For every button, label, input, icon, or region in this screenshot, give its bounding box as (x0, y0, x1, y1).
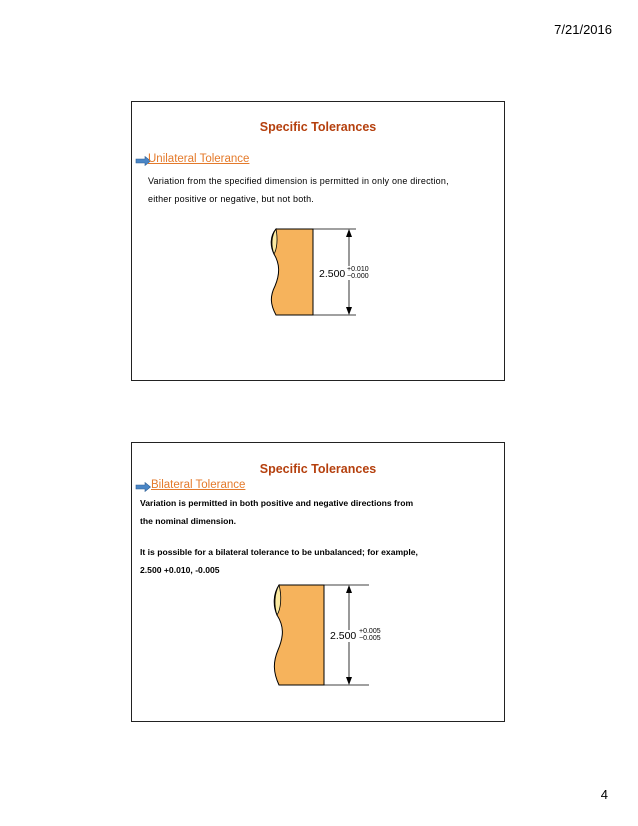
body-line: It is possible for a bilateral tolerance to be unbalanced; for example, (140, 547, 418, 557)
body-line: either positive or negative, but not both. (148, 194, 315, 204)
upper-tolerance: +0.005 (359, 628, 381, 635)
page-date: 7/21/2016 (554, 22, 612, 37)
subhead-unilateral: Unilateral Tolerance (148, 153, 250, 165)
page-number: 4 (600, 787, 608, 802)
subhead-bilateral: Bilateral Tolerance (151, 479, 246, 491)
body-line: 2.500 +0.010, -0.005 (140, 565, 220, 575)
tolerance-drawing (266, 224, 396, 320)
tolerance-drawing (269, 582, 399, 688)
body-line: the nominal dimension. (140, 516, 236, 526)
slide-title: Specific Tolerances (259, 120, 377, 134)
upper-tolerance: +0.010 (347, 266, 369, 273)
body-line: Variation from the specified dimension is permitted in only one direction, (148, 176, 449, 186)
slide-body (140, 494, 500, 579)
body-line: Variation is permitted in both positive and negative directions from (140, 498, 414, 508)
nominal-dimension: 2.500 (330, 630, 357, 642)
slide-title: Specific Tolerances (259, 462, 377, 476)
slide-body (148, 172, 488, 208)
lower-tolerance: −0.000 (347, 273, 369, 280)
nominal-dimension: 2.500 (319, 268, 346, 280)
slide-bilateral (131, 442, 505, 722)
slide-unilateral (131, 101, 505, 381)
lower-tolerance: −0.005 (359, 635, 381, 642)
arrow-bullet-icon (135, 482, 151, 492)
